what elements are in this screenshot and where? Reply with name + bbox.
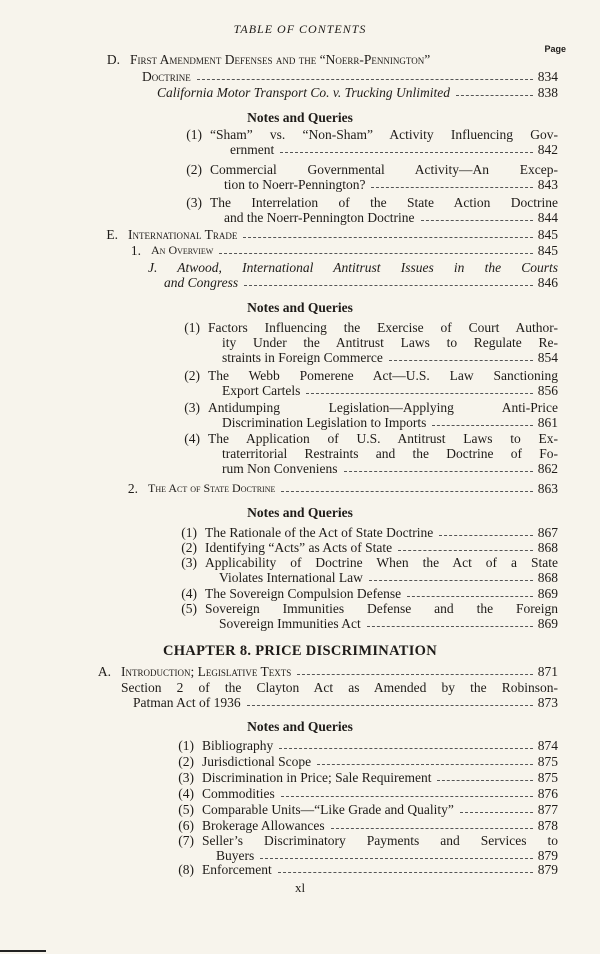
page-number: 861 <box>537 415 558 430</box>
note-number: (1) <box>178 738 194 753</box>
leader-dots <box>437 780 532 781</box>
page-number: 863 <box>537 481 558 496</box>
page-number: 874 <box>537 738 558 753</box>
page-number: 854 <box>537 350 558 365</box>
entry-title: An Overview <box>151 243 214 257</box>
note-item <box>181 586 558 601</box>
note-item <box>178 738 558 753</box>
note-item <box>181 555 558 585</box>
note-item <box>178 833 558 863</box>
note-line: Violates International Law <box>219 570 363 585</box>
note-number: (8) <box>178 862 194 877</box>
note-line: straints in Foreign Commerce <box>222 350 383 365</box>
leader-dots <box>344 471 533 472</box>
notes-heading: Notes and Queries <box>247 300 353 315</box>
note-line: Commodities <box>202 786 275 801</box>
page-number: 844 <box>537 210 558 225</box>
note-line: The Rationale of the Act of State Doctrine <box>205 525 434 540</box>
note-item <box>178 770 558 785</box>
note-item <box>178 818 558 833</box>
note-line: The Sovereign Compulsion Defense <box>205 586 402 601</box>
note-line: Seller’s Discriminatory Payments and Services to <box>202 833 558 848</box>
note-line: The Application of U.S. Antitrust Laws to Ex- <box>208 431 558 446</box>
page-number: 834 <box>537 69 558 84</box>
page-number: 867 <box>537 525 558 540</box>
leader-dots <box>219 253 532 254</box>
leader-dots <box>278 872 533 873</box>
notes-heading: Notes and Queries <box>247 505 353 520</box>
note-line: ernment <box>230 142 275 157</box>
leader-dots <box>281 491 532 492</box>
page-number: 875 <box>537 754 558 769</box>
toc-entry-e2 <box>127 481 558 496</box>
note-number: (6) <box>178 818 194 833</box>
note-line: Discrimination in Price; Sale Requirement <box>202 770 432 785</box>
note-line: Buyers <box>216 848 255 863</box>
page-number: 877 <box>537 802 558 817</box>
leader-dots <box>456 95 533 96</box>
page-column-label: Page <box>544 44 566 54</box>
leader-dots <box>317 764 533 765</box>
section-marker: D. <box>106 52 120 67</box>
note-number: (2) <box>178 754 194 769</box>
note-number: (1) <box>184 320 200 335</box>
note-line: Brokerage Allowances <box>202 818 325 833</box>
note-line: The Webb Pomerene Act—U.S. Law Sanctioning <box>208 368 558 383</box>
section-marker: 2. <box>127 481 138 496</box>
page-number: 856 <box>537 383 558 398</box>
leader-dots <box>281 796 533 797</box>
note-item <box>178 862 558 877</box>
toc-entry-article <box>148 260 558 290</box>
note-item <box>178 786 558 801</box>
note-line: traterritorial Restraints and the Doctrine of Fo- <box>222 446 558 461</box>
section-marker: E. <box>106 227 118 242</box>
note-number: (3) <box>186 195 202 210</box>
page-number: 869 <box>537 616 558 631</box>
note-line: Discrimination Legislation to Imports <box>222 415 427 430</box>
scan-edge-mark <box>0 950 46 952</box>
leader-dots <box>280 152 533 153</box>
page-number: 845 <box>537 227 558 242</box>
entry-title-line: First Amendment Defenses and the “Noerr-Pennington” <box>130 52 431 67</box>
page-number: 843 <box>537 177 558 192</box>
toc-entry-e1 <box>130 243 558 258</box>
note-item <box>186 127 558 157</box>
note-number: (4) <box>181 586 197 601</box>
page-number: 869 <box>537 586 558 601</box>
entry-title-line: Section 2 of the Clayton Act as Amended by the Robinson- <box>121 680 558 695</box>
leader-dots <box>279 748 533 749</box>
notes-heading: Notes and Queries <box>247 719 353 734</box>
entry-title: Introduction; Legislative Texts <box>121 664 292 679</box>
page-number: 878 <box>537 818 558 833</box>
toc-entry-a <box>97 664 558 679</box>
leader-dots <box>421 220 533 221</box>
note-line: Applicability of Doctrine When the Act of a State <box>205 555 558 570</box>
entry-title-line: Patman Act of 1936 <box>133 695 241 710</box>
note-number: (4) <box>178 786 194 801</box>
page-folio: xl <box>294 880 306 895</box>
note-line: ity Under the Antitrust Laws to Regulate Re- <box>222 335 558 350</box>
toc-entry-d <box>106 52 558 84</box>
leader-dots <box>247 705 533 706</box>
note-line: Sovereign Immunities Defense and the Foreign <box>205 601 558 616</box>
note-item <box>184 368 558 398</box>
page-number: 879 <box>537 848 558 863</box>
note-item <box>184 431 558 476</box>
leader-dots <box>331 828 533 829</box>
toc-entry-statute <box>121 680 558 710</box>
note-line: The Interrelation of the State Action Doctrine <box>210 195 558 210</box>
note-line: Commercial Governmental Activity—An Excep- <box>210 162 558 177</box>
page-number: 862 <box>537 461 558 476</box>
note-line: tion to Noerr-Pennington? <box>224 177 366 192</box>
page-number: 845 <box>537 243 558 258</box>
page-number: 876 <box>537 786 558 801</box>
note-number: (3) <box>184 400 200 415</box>
page-number: 868 <box>537 540 558 555</box>
note-line: Antidumping Legislation—Applying Anti-Price <box>208 400 558 415</box>
leader-dots <box>297 674 533 675</box>
leader-dots <box>306 393 532 394</box>
note-number: (3) <box>178 770 194 785</box>
note-item <box>178 754 558 769</box>
page-number: 875 <box>537 770 558 785</box>
note-line: and the Noerr-Pennington Doctrine <box>224 210 415 225</box>
note-line: Bibliography <box>202 738 274 753</box>
notes-heading: Notes and Queries <box>247 110 353 125</box>
note-item <box>178 802 558 817</box>
note-number: (5) <box>181 601 197 616</box>
note-line: Jurisdictional Scope <box>202 754 312 769</box>
leader-dots <box>260 858 533 859</box>
note-item <box>181 540 558 555</box>
leader-dots <box>389 360 533 361</box>
note-number: (1) <box>181 525 197 540</box>
note-line: Factors Influencing the Exercise of Court Author- <box>208 320 558 335</box>
note-number: (5) <box>178 802 194 817</box>
page-number: 838 <box>537 85 558 100</box>
note-item <box>186 195 558 225</box>
page-number: 873 <box>537 695 558 710</box>
note-number: (1) <box>186 127 202 142</box>
note-number: (4) <box>184 431 200 446</box>
entry-title-line: Doctrine <box>142 69 191 84</box>
note-line: “Sham” vs. “Non-Sham” Activity Influencing Gov- <box>210 127 558 142</box>
note-line: rum Non Conveniens <box>222 461 338 476</box>
leader-dots <box>432 425 532 426</box>
leader-dots <box>369 580 533 581</box>
note-number: (2) <box>186 162 202 177</box>
note-item <box>184 400 558 430</box>
entry-title: International Trade <box>128 227 238 242</box>
entry-title-line: J. Atwood, International Antitrust Issues in the Courts <box>148 260 558 275</box>
page-number: 871 <box>537 664 558 679</box>
leader-dots <box>398 550 533 551</box>
note-item <box>186 162 558 192</box>
entry-title: The Act of State Doctrine <box>148 481 276 495</box>
note-line: Identifying “Acts” as Acts of State <box>205 540 393 555</box>
toc-entry-case <box>157 85 558 100</box>
page-number: 868 <box>537 570 558 585</box>
note-item <box>184 320 558 365</box>
note-line: Comparable Units—“Like Grade and Quality” <box>202 802 454 817</box>
entry-title: California Motor Transport Co. v. Trucking Unlimited <box>157 85 451 100</box>
section-marker: A. <box>97 664 111 679</box>
leader-dots <box>460 812 533 813</box>
toc-entry-e <box>106 227 558 242</box>
leader-dots <box>371 187 532 188</box>
note-item <box>181 525 558 540</box>
leader-dots <box>367 626 533 627</box>
leader-dots <box>439 535 532 536</box>
running-title: TABLE OF CONTENTS <box>233 22 367 36</box>
note-line: Export Cartels <box>222 383 301 398</box>
page-number: 846 <box>537 275 558 290</box>
note-line: Enforcement <box>202 862 272 877</box>
leader-dots <box>197 79 533 80</box>
leader-dots <box>244 285 533 286</box>
note-number: (3) <box>181 555 197 570</box>
note-number: (7) <box>178 833 194 848</box>
chapter-heading: CHAPTER 8. PRICE DISCRIMINATION <box>162 643 438 659</box>
section-marker: 1. <box>130 243 141 258</box>
leader-dots <box>243 237 532 238</box>
note-number: (2) <box>181 540 197 555</box>
note-line: Sovereign Immunities Act <box>219 616 361 631</box>
entry-title-line: and Congress <box>164 275 239 290</box>
leader-dots <box>407 596 533 597</box>
page-number: 879 <box>537 862 558 877</box>
page-number: 842 <box>537 142 558 157</box>
note-item <box>181 601 558 631</box>
note-number: (2) <box>184 368 200 383</box>
